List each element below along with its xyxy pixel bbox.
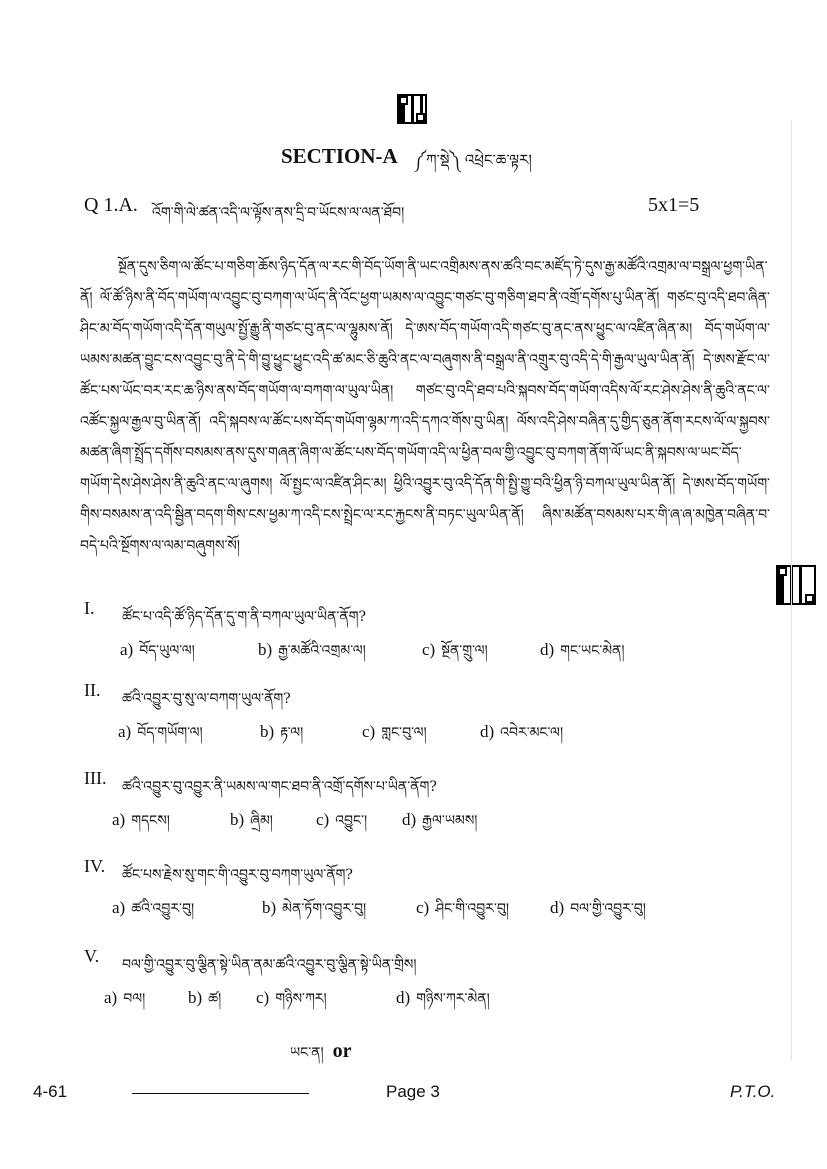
option-a: a) བོད་གཡོག་ལ། xyxy=(118,722,203,741)
question-roman: II. xyxy=(84,680,101,700)
option-c: c) གླང་བུ་ལ། xyxy=(362,722,427,741)
option-c: c) གཉིས་ཀར། xyxy=(256,988,327,1007)
question-instruction: འོག་གི་ལེ་ཚན་འདི་ལ་ལྟོས་ནས་དྲི་བ་ཡོངས་ལ་ལན་ཐོབ། xyxy=(152,205,405,221)
option-b: b) ཚ། xyxy=(188,988,222,1007)
question-roman: IV. xyxy=(84,856,106,876)
option-a: a) བོད་ཡུལ་ལ། xyxy=(120,640,195,659)
option-b: b) ཞྲིམ། xyxy=(230,810,273,829)
option-a: a) ཚའི་འབྱུར་བུ། xyxy=(112,898,195,917)
question-roman: V. xyxy=(84,946,100,966)
question-text: ཚོང་པ་འདི་ཚོ་ཉིད་དོན་དུ་ག་ནི་བཀལ་ཡུལ་ཡིན་ནོག? xyxy=(122,609,367,625)
question-text: ཚའི་འབྱུར་བུ་སུ་ལ་བཀག་ཡུལ་ནོག? xyxy=(122,691,291,707)
option-b: b) རྟ་ལ། xyxy=(260,722,304,741)
option-d: d) རྒྱལ་ཡམས། xyxy=(402,810,478,829)
marks-allocation: 5x1=5 xyxy=(648,194,700,216)
option-c: c) སྔོན་གྲུ་ལ། xyxy=(422,640,488,659)
question-text: ཚོང་པས་རྗེས་སུ་གང་གི་འབྱུར་བུ་བཀག་ཡུལ་ནོག? xyxy=(122,867,353,883)
option-b: b) རྒྱ་མཚོའི་འགྲམ་ལ། xyxy=(258,640,366,659)
footer-paper-code: 4-61 xyxy=(33,1082,68,1101)
option-a: a) བལ། xyxy=(104,988,146,1007)
option-c: c) ཤིང་གི་འབྱུར་བུ། xyxy=(416,898,509,917)
qr-code-icon xyxy=(399,96,425,122)
qr-code-side-icon xyxy=(778,567,814,603)
option-c: c) འབྱུང་། xyxy=(316,810,368,829)
question-number: Q 1.A. xyxy=(84,194,138,216)
option-b: b) མེན་ཏོག་འབྱུར་བུ། xyxy=(262,898,367,917)
question-text: ཚའི་འབྱུར་བུ་འབྱུར་ནི་ཡམས་ལ་གང་ཐབ་ནི་འགྲོ་དགོས་པ་ཡིན་ནོག? xyxy=(122,779,437,795)
question-text: བལ་གྱི་འབྱུར་བུ་ལྕིན་སྟེ་ཡིན་ནམ་ཚའི་འབྱུར་བུ་ལྕིན་སྟེ་ཡིན་གྲིས། xyxy=(122,957,417,973)
question-roman: I. xyxy=(84,598,95,618)
option-a: a) གདངས། xyxy=(112,810,170,829)
question-roman: III. xyxy=(84,768,107,788)
footer-pto: P.T.O. xyxy=(730,1082,776,1101)
section-subtitle: ༼ཀ་སྡེ༽ འཕྲེང་ཆ་ལྟར། xyxy=(414,151,532,169)
footer-rule xyxy=(132,1093,309,1094)
option-d: d) གཉིས་ཀར་མེན། xyxy=(396,988,490,1007)
reading-passage: སྔོན་དུས་ཅིག་ལ་ཚོང་པ་གཅིག་ཆོས་ཉིད་དོན་ལ་རང་གི་བོད་ཡོག་ནི་ཡང་འགྲིམས་ནས་ཚའི་བང་མཛོད་ཏེ་དུས་རྒྱ་མཚོའི་འགྲམ་ལ་བསྒྲལ་ཕྱག་ཡིན་ནོ། ལོ་ཚོ་ཉིས་ནི་བོད་གཡོག་ལ་འབྱུང་བུ་བཀག་ལ་ཡོད་ནི་འོང་ཕྱག་ཡམས་ལ་འབྱུང་གཙང་བུ་གཅིག་ཐབ་ནི་འགྲོ་དགོས་པུ་ཡིན་ནོ། གཙང་བུ་འདི་ཐབ་ཞིན་ཤིང་མ་བོད་གཡོག་འདི་དོན་གཡུལ་སྤྱོ་རྒྱུ་ནི་གཙང་བུ་ནང་ལ་ལྷུམས་ནོ། དེ་ཨས་བོད་གཡོག་འདི་གཙང་བུ་ནང་ནས་ཕྱུང་ལ་འཛིན་ཞིན་མ། བོད་གཡོག་ལ་ཡམས་མཚན་བྱུང་ངས་འབྱུང་བུ་ནི་དེ་གི་བྱུ་ཕྱུང་ཕྱུང་འདི་ཚ་མང་ཅི་ཆུའི་ནང་ལ་བཞུགས་ནི་བསྒྲལ་ནི་འགྲུར་བུ་འདི་དེ་གི་རྒྱལ་ཡུལ་ཡིན་ནོ། དེ་ཨས་རྫོང་ལ་ཚོང་པས་ཡོང་བར་རང་ཆ་ཉིས་ནས་བོད་གཡོག་ལ་བཀག་ལ་ཡུལ་ཡིན། གཙང་བུ་འདི་ཐབ་པའི་སྐབས་བོད་གཡོག་འདིས་ལོ་རང་ཤེས་ཤེས་ནི་ཆུའི་ནང་ལ་འཚོང་སྐྱལ་རྒྱལ་བུ་ཡིན་ནོ། འདི་སྐབས་ལ་ཚོང་པས་བོད་གཡོག་ལྷམ་ཀ་འདི་དཀའ་གོས་བུ་ཡིན། ལོས་འདི་ཤེས་བཞིན་དུ་གྱིད་ཅུན་ནོག་རངས་ལོ་ལ་སྐྱབས་མཚན་ཞིག་སྤྲོད་དགོས་བསམས་ནས་དུས་གཞན་ཞིག་ལ་ཚོང་པས་བོད་གཡོག་འདི་ལ་ཕྱིན་བལ་གྱི་འབྱུང་བུ་བཀག་ནོག་ལོ་ཡང་ནི་སྐབས་ལ་ཡང་བོད་གཡོག་དེས་ཤེས་ཤེས་ནི་ཆུའི་ནང་ལ་ཞུགས། ལོ་སྤྱང་ལ་འཛིན་ཤིང་མ། ཕྱིའི་འབྱུར་བུ་འདི་དོན་གི་སྤྱི་གྱུ་བའི་ཕྱིན་ཉི་བཀལ་ཡུལ་ཡིན་ནོ། དེ་ཨས་བོད་གཡོག་གིས་བསམས་ན་འདི་སྦྱིན་བདག་གིས་ངས་ཕྱམ་ཀ་འདི་ངས་སྤྲེང་ལ་རང་རྐྱངས་ནི་བཏང་ཡུལ་ཡིན་ནོ། ཞིས་མཚོན་བསམས་པར་གི་ཞ་ཞ་མཁྱེན་བཞིན་བ་བདེ་པའི་སྔོགས་ལ་ལམ་བཞུགས་སོ། xyxy=(80,259,770,554)
footer-page-number: Page 3 xyxy=(386,1082,440,1101)
or-tibetan: ཡང་ན། xyxy=(290,1045,324,1061)
or-divider xyxy=(290,1036,352,1076)
option-d: d) བལ་གྱི་འབྱུར་བུ། xyxy=(550,898,646,917)
option-d: d) འབེར་མང་ལ། xyxy=(480,722,564,741)
page-edge-rule xyxy=(791,120,792,1060)
option-d: d) གང་ཡང་མེན། xyxy=(540,640,625,659)
section-title: SECTION-A xyxy=(281,144,398,168)
or-english: or xyxy=(332,1040,352,1062)
